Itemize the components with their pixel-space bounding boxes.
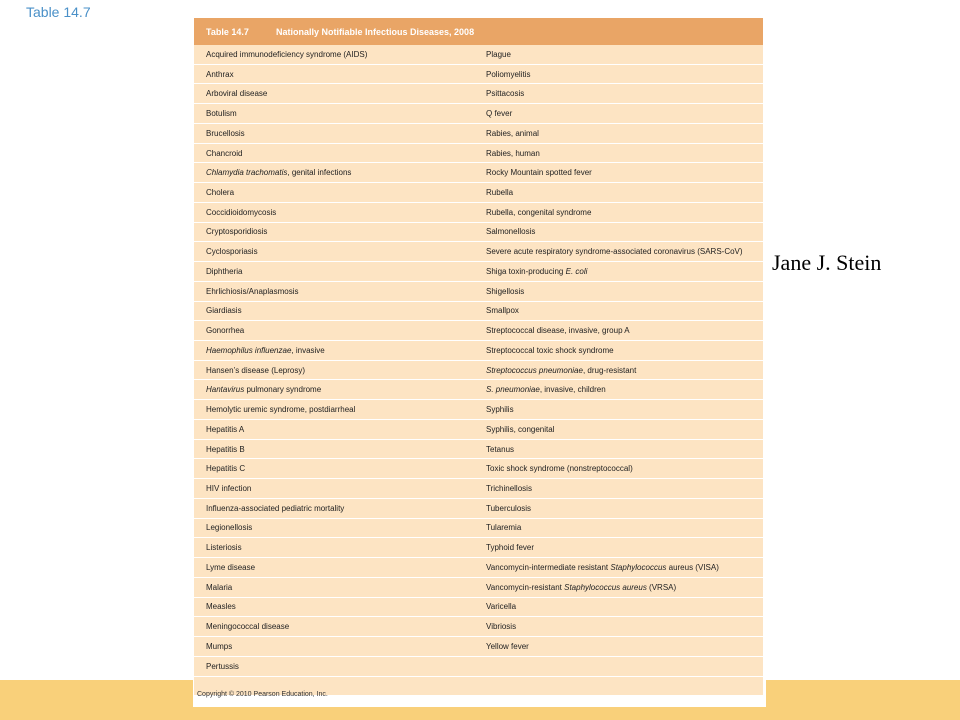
table-cell-left bbox=[194, 70, 486, 79]
cell-text: Yellow fever bbox=[486, 641, 529, 651]
cell-text: , genital infections bbox=[287, 168, 352, 178]
cell-text: Severe acute respiratory syndrome-associated coronavirus (SARS-CoV) bbox=[486, 247, 743, 257]
table-cell-right bbox=[486, 642, 529, 651]
table-cell-left bbox=[194, 445, 486, 454]
table-cell-right bbox=[486, 247, 743, 256]
cell-text: Vancomycin-intermediate resistant bbox=[486, 562, 611, 572]
cell-text: Cyclosporiasis bbox=[206, 247, 258, 257]
table-cell-left bbox=[194, 642, 486, 651]
table-cell-right bbox=[486, 523, 521, 532]
cell-text: Hepatitis A bbox=[206, 424, 245, 434]
cell-text: Influenza-associated pediatric mortality bbox=[206, 503, 345, 513]
cell-text: Giardiasis bbox=[206, 306, 242, 316]
cell-text: Tuberculosis bbox=[486, 503, 532, 513]
table-row bbox=[194, 104, 763, 124]
table-cell-left bbox=[194, 563, 486, 572]
cell-text: Staphylococcus bbox=[610, 562, 667, 572]
cell-text: Hansen’s disease (Leprosy) bbox=[206, 365, 306, 375]
table-cell-left bbox=[194, 287, 486, 296]
cell-text: Tularemia bbox=[486, 523, 522, 533]
table-row bbox=[194, 124, 763, 144]
table-cell-right bbox=[486, 445, 514, 454]
table-cell-right bbox=[486, 484, 532, 493]
cell-text: Q fever bbox=[486, 109, 513, 119]
table-number: Table 14.7 bbox=[206, 26, 249, 37]
table-row bbox=[194, 558, 763, 578]
table-cell-right bbox=[486, 267, 587, 276]
table-cell-right bbox=[486, 385, 606, 394]
cell-text: Cholera bbox=[206, 188, 235, 197]
cell-text: Streptococcal disease, invasive, group A bbox=[486, 326, 630, 336]
cell-text: E. coli bbox=[565, 266, 588, 276]
cell-text: (VRSA) bbox=[646, 582, 677, 592]
table-cell-left bbox=[194, 208, 486, 217]
table-cell-left bbox=[194, 109, 486, 118]
table-cell-right bbox=[486, 602, 516, 611]
cell-text: Tetanus bbox=[486, 444, 515, 454]
cell-text: Staphylococcus aureus bbox=[564, 582, 647, 592]
cell-text: Haemophilus influenzae bbox=[206, 345, 292, 355]
cell-text: Rabies, human bbox=[486, 148, 540, 158]
table-cell-left bbox=[194, 326, 486, 335]
table-cell-right bbox=[486, 306, 519, 315]
table-cell-right bbox=[486, 129, 539, 138]
cell-text: Chlamydia trachomatis bbox=[206, 168, 288, 178]
table-row bbox=[194, 637, 763, 657]
table-header bbox=[194, 18, 763, 45]
table-cell-right bbox=[486, 70, 530, 79]
cell-text: Chancroid bbox=[206, 148, 243, 158]
cell-text: Psittacosis bbox=[486, 89, 525, 99]
table-row bbox=[194, 440, 763, 460]
table-cell-left bbox=[194, 168, 486, 177]
table-cell-left bbox=[194, 662, 486, 671]
cell-text: Poliomyelitis bbox=[486, 69, 531, 79]
table-cell-left bbox=[194, 149, 486, 158]
table-title: Nationally Notifiable Infectious Diseases, 2008 bbox=[276, 26, 475, 37]
cell-text: Smallpox bbox=[486, 306, 519, 316]
table-cell-right bbox=[486, 326, 630, 335]
cell-text: Listeriosis bbox=[206, 543, 242, 553]
table-cell-left bbox=[194, 385, 486, 394]
table-cell-left bbox=[194, 50, 486, 59]
table-cell-left bbox=[194, 425, 486, 434]
table-cell-right bbox=[486, 563, 719, 572]
table-cell-right bbox=[486, 227, 535, 236]
table-row bbox=[194, 262, 763, 282]
table-cell-left bbox=[194, 247, 486, 256]
cell-text: Varicella bbox=[486, 602, 517, 612]
table-row bbox=[194, 400, 763, 420]
cell-text: HIV infection bbox=[206, 484, 252, 494]
cell-text: Shiga toxin-producing bbox=[486, 266, 566, 276]
cell-text: pulmonary syndrome bbox=[244, 385, 322, 395]
cell-text: Streptococcal toxic shock syndrome bbox=[486, 345, 614, 355]
table-cell-right bbox=[486, 622, 516, 631]
cell-text: Rabies, animal bbox=[486, 128, 539, 138]
table-row bbox=[194, 183, 763, 203]
cell-text: Streptococcus pneumoniae bbox=[486, 365, 583, 375]
table-row bbox=[194, 242, 763, 262]
cell-text: Syphilis, congenital bbox=[486, 424, 555, 434]
cell-text: S. pneumoniae bbox=[486, 385, 540, 395]
cell-text: Lyme disease bbox=[206, 562, 256, 572]
cell-text: Arboviral disease bbox=[206, 89, 268, 99]
author-name: Jane J. Stein bbox=[772, 250, 882, 275]
table-cell-right bbox=[486, 543, 534, 552]
table-row bbox=[194, 302, 763, 322]
cell-text: Salmonellosis bbox=[486, 227, 536, 237]
table-row bbox=[194, 321, 763, 341]
cell-text: Hepatitis B bbox=[206, 444, 245, 454]
table-cell-right bbox=[486, 464, 633, 473]
cell-text: Botulism bbox=[206, 109, 237, 119]
table-row bbox=[194, 617, 763, 637]
table-cell-left bbox=[194, 267, 486, 276]
table-cell-right bbox=[486, 425, 554, 434]
table-cell-left bbox=[194, 89, 486, 98]
table-row bbox=[194, 420, 763, 440]
cell-text: Meningococcal disease bbox=[206, 622, 290, 632]
cell-text: Pertussis bbox=[206, 661, 239, 671]
table-cell-left bbox=[194, 543, 486, 552]
cell-text: Mumps bbox=[206, 641, 233, 651]
table-cell-left bbox=[194, 602, 486, 611]
table-cell-left bbox=[194, 346, 486, 355]
cell-text: Acquired immunodeficiency syndrome (AIDS) bbox=[206, 49, 368, 59]
cell-text: Syphilis bbox=[486, 405, 514, 415]
disease-table bbox=[193, 17, 766, 707]
table-row bbox=[194, 380, 763, 400]
table-row bbox=[194, 578, 763, 598]
table-cell-right bbox=[486, 149, 540, 158]
cell-text: Coccidioidomycosis bbox=[206, 207, 277, 217]
table-cell-right bbox=[486, 405, 514, 414]
cell-text: Rubella, congenital syndrome bbox=[486, 207, 592, 217]
table-cell-left bbox=[194, 129, 486, 138]
table-row bbox=[194, 203, 763, 223]
cell-text: Diphtheria bbox=[206, 266, 243, 276]
table-body bbox=[194, 45, 763, 695]
table-cell-left bbox=[194, 366, 486, 375]
cell-text: , drug-resistant bbox=[582, 365, 637, 375]
copyright-notice: Copyright © 2010 Pearson Education, Inc. bbox=[197, 691, 328, 698]
cell-text: Rocky Mountain spotted fever bbox=[486, 168, 592, 178]
table-row bbox=[194, 657, 763, 677]
table-cell-right bbox=[486, 346, 614, 355]
table-cell-left bbox=[194, 484, 486, 493]
table-cell-left bbox=[194, 583, 486, 592]
table-row bbox=[194, 479, 763, 499]
table-cell-right bbox=[486, 208, 591, 217]
table-row bbox=[194, 519, 763, 539]
table-cell-right bbox=[486, 109, 512, 118]
table-cell-left bbox=[194, 504, 486, 513]
cell-text: Trichinellosis bbox=[486, 484, 532, 494]
table-row bbox=[194, 361, 763, 381]
cell-text: , invasive bbox=[291, 345, 325, 355]
table-cell-right bbox=[486, 50, 511, 59]
cell-text: Brucellosis bbox=[206, 128, 245, 138]
table-cell-left bbox=[194, 306, 486, 315]
cell-text: Hantavirus bbox=[206, 385, 245, 395]
cell-text: Typhoid fever bbox=[486, 543, 535, 553]
table-cell-left bbox=[194, 405, 486, 414]
cell-text: Cryptosporidiosis bbox=[206, 227, 268, 237]
table-row bbox=[194, 341, 763, 361]
cell-text: Measles bbox=[206, 602, 236, 612]
cell-text: Hemolytic uremic syndrome, postdiarrheal bbox=[206, 405, 356, 415]
table-row bbox=[194, 499, 763, 519]
table-row bbox=[194, 282, 763, 302]
cell-text: Gonorrhea bbox=[206, 326, 245, 336]
table-cell-right bbox=[486, 188, 513, 197]
table-cell-right bbox=[486, 287, 524, 296]
table-row bbox=[194, 538, 763, 558]
table-row bbox=[194, 144, 763, 164]
table-row bbox=[194, 163, 763, 183]
table-cell-left bbox=[194, 622, 486, 631]
table-row bbox=[194, 459, 763, 479]
table-cell-right bbox=[486, 168, 592, 177]
cell-text: Legionellosis bbox=[206, 523, 253, 533]
cell-text: Plague bbox=[486, 49, 511, 59]
slide-title: Table 14.7 bbox=[26, 4, 91, 20]
cell-text: Ehrlichiosis/Anaplasmosis bbox=[206, 286, 299, 296]
table-row bbox=[194, 45, 763, 65]
table-row bbox=[194, 598, 763, 618]
cell-text: Rubella bbox=[486, 188, 514, 197]
cell-text: Shigellosis bbox=[486, 286, 525, 296]
table-cell-right bbox=[486, 366, 636, 375]
cell-text: Vancomycin-resistant bbox=[486, 582, 565, 592]
table-row bbox=[194, 84, 763, 104]
table-row bbox=[194, 223, 763, 243]
cell-text: aureus (VISA) bbox=[666, 562, 719, 572]
cell-text: Vibriosis bbox=[486, 622, 517, 632]
cell-text: Toxic shock syndrome (nonstreptococcal) bbox=[486, 464, 633, 474]
table-cell-right bbox=[486, 89, 524, 98]
table-cell-left bbox=[194, 523, 486, 532]
table-row bbox=[194, 65, 763, 85]
table-cell-right bbox=[486, 583, 676, 592]
cell-text: , invasive, children bbox=[539, 385, 606, 395]
cell-text: Hepatitis C bbox=[206, 464, 246, 474]
table-cell-left bbox=[194, 464, 486, 473]
table-cell-left bbox=[194, 188, 486, 197]
table-cell-left bbox=[194, 227, 486, 236]
table-cell-right bbox=[486, 504, 531, 513]
cell-text: Malaria bbox=[206, 582, 233, 592]
cell-text: Anthrax bbox=[206, 69, 234, 79]
